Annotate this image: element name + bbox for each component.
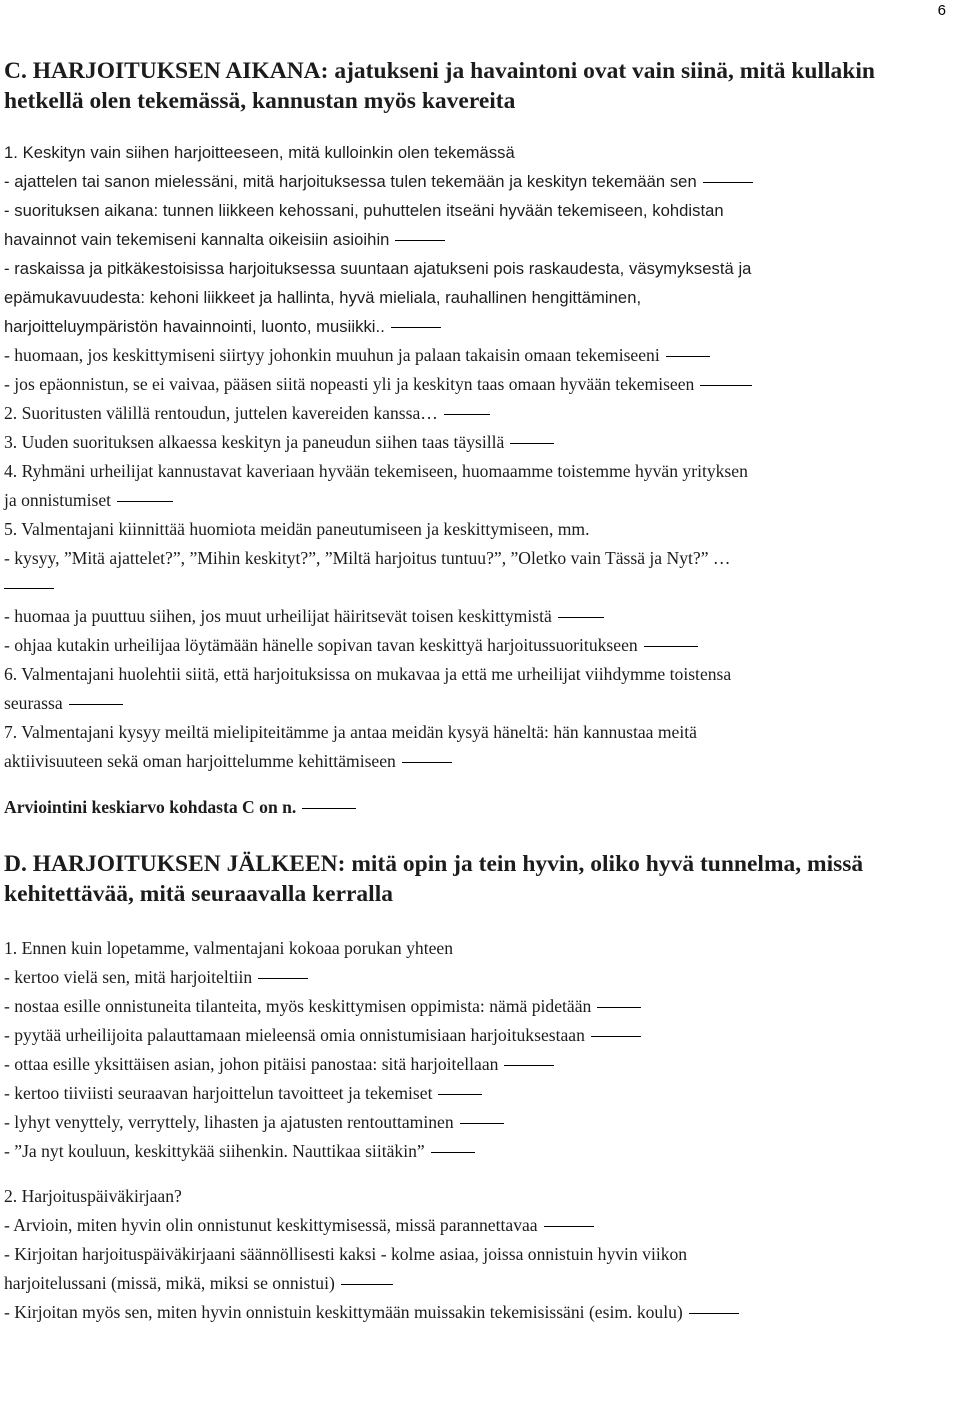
section-c-line [4, 515, 954, 544]
section-c-line [4, 631, 954, 660]
average-line [4, 793, 954, 822]
section-c-line [4, 457, 954, 486]
line-text: - Kirjoitan myös sen, miten hyvin onnistuin keskittymään muissakin tekemisissäni (esim. koulu) [4, 1302, 683, 1322]
section-c-line [4, 138, 954, 167]
section-d-2-line [4, 1269, 954, 1298]
section-d-1-line [4, 1050, 954, 1079]
section-c-line [4, 544, 954, 573]
section-d-2-line [4, 1298, 954, 1327]
section-c-line [4, 428, 954, 457]
section-d-1-line [4, 1079, 954, 1108]
answer-blank[interactable] [689, 1313, 739, 1314]
line-text: - huomaa ja puuttuu siihen, jos muut urheilijat häiritsevät toisen keskittymistä [4, 606, 552, 626]
section-d-1-line [4, 934, 954, 963]
answer-blank[interactable] [402, 762, 452, 763]
document-body [4, 56, 954, 1327]
line-text: - suorituksen aikana: tunnen liikkeen kehossani, puhuttelen itseäni hyvään tekemiseen, kohdistan [4, 201, 724, 220]
answer-blank[interactable] [460, 1123, 504, 1124]
line-text: harjoitteluympäristön havainnointi, luonto, musiikki.. [4, 317, 385, 336]
answer-blank[interactable] [69, 704, 123, 705]
answer-blank[interactable] [395, 240, 445, 241]
answer-blank[interactable] [544, 1226, 594, 1227]
section-c-line [4, 254, 954, 283]
section-d-list-2 [4, 1182, 954, 1327]
section-c-line [4, 341, 954, 370]
section-d-1-line [4, 1137, 954, 1166]
line-text: harjoitelussani (missä, mikä, miksi se onnistui) [4, 1273, 335, 1293]
section-c-title: C. HARJOITUKSEN AIKANA: ajatukseni ja havaintoni ovat vain siinä, mitä kullakin hetkellä olen tekemässä, kannustan myös kavereita [4, 58, 875, 114]
line-text: - ajattelen tai sanon mielessäni, mitä harjoituksessa tulen tekemään ja keskityn tekemään sen [4, 172, 697, 191]
line-text: 4. Ryhmäni urheilijat kannustavat kaveriaan hyvään tekemiseen, huomaamme toistemme hyvän yrityksen [4, 461, 748, 481]
answer-blank[interactable] [703, 182, 753, 183]
section-c-line [4, 225, 954, 254]
section-d-1-line [4, 1108, 954, 1137]
section-d-2-line [4, 1182, 954, 1211]
line-text: - ohjaa kutakin urheilijaa löytämään hänelle sopivan tavan keskittyä harjoitussuoritukseen [4, 635, 638, 655]
section-c-line [4, 283, 954, 312]
line-text: - kertoo tiiviisti seuraavan harjoittelun tavoitteet ja tekemiset [4, 1083, 433, 1103]
section-c-line [4, 370, 954, 399]
line-text: 2. Suoritusten välillä rentoudun, juttelen kavereiden kanssa… [4, 403, 438, 423]
line-text: 7. Valmentajani kysyy meiltä mielipiteitämme ja antaa meidän kysyä häneltä: hän kannustaa meitä [4, 722, 697, 742]
section-c-line [4, 747, 954, 776]
section-d-1-line [4, 963, 954, 992]
line-text: epämukavuudesta: kehoni liikkeet ja hallinta, hyvä mieliala, rauhallinen hengittäminen, [4, 288, 642, 307]
line-text: aktiivisuuteen sekä oman harjoittelumme kehittämiseen [4, 751, 396, 771]
section-d-1-line [4, 1021, 954, 1050]
line-text: havainnot vain tekemiseni kannalta oikeisiin asioihin [4, 230, 390, 249]
section-c-line [4, 312, 954, 341]
line-text: 5. Valmentajani kiinnittää huomiota meidän paneutumiseen ja keskittymiseen, mm. [4, 519, 590, 539]
section-d-1-line [4, 992, 954, 1021]
line-text: - ottaa esille yksittäisen asian, johon pitäisi panostaa: sitä harjoitellaan [4, 1054, 499, 1074]
answer-blank[interactable] [258, 978, 308, 979]
line-text: - Kirjoitan harjoituspäiväkirjaani säännöllisesti kaksi - kolme asiaa, joissa onnistuin hyvin viikon [4, 1244, 688, 1264]
line-text: - lyhyt venyttely, verryttely, lihasten ja ajatusten rentouttaminen [4, 1112, 454, 1132]
section-c-line [4, 486, 954, 515]
section-c-line [4, 689, 954, 718]
answer-blank[interactable] [510, 443, 554, 444]
answer-blank[interactable] [444, 414, 490, 415]
answer-blank[interactable] [431, 1152, 475, 1153]
line-text: ja onnistumiset [4, 490, 112, 510]
section-c-list [4, 138, 954, 776]
line-text: 2. Harjoituspäiväkirjaan? [4, 1186, 182, 1206]
line-text: - jos epäonnistun, se ei vaivaa, pääsen siitä nopeasti yli ja keskityn taas omaan hyvään tekemiseen [4, 374, 695, 394]
line-text: - ”Ja nyt kouluun, keskittykää siihenkin. Nauttikaa siitäkin” [4, 1141, 425, 1161]
section-d-2-line [4, 1211, 954, 1240]
answer-blank[interactable] [666, 356, 710, 357]
section-c-line [4, 573, 954, 602]
section-c-line [4, 399, 954, 428]
answer-blank[interactable] [391, 327, 441, 328]
page-number: 6 [937, 2, 946, 19]
answer-blank[interactable] [591, 1036, 641, 1037]
section-c-line [4, 167, 954, 196]
section-c-line [4, 602, 954, 631]
section-c-line [4, 196, 954, 225]
section-d-list-1 [4, 934, 954, 1166]
line-text: - nostaa esille onnistuneita tilanteita, myös keskittymisen oppimista: nämä pidetään [4, 996, 592, 1016]
answer-blank[interactable] [597, 1007, 641, 1008]
line-text: 1. Keskityn vain siihen harjoitteeseen, mitä kulloinkin olen tekemässä [4, 143, 515, 162]
section-d-2-line [4, 1240, 954, 1269]
line-text: - kertoo vielä sen, mitä harjoiteltiin [4, 967, 253, 987]
answer-blank[interactable] [117, 501, 173, 502]
line-text: - kysyy, ”Mitä ajattelet?”, ”Mihin keskityt?”, ”Miltä harjoitus tuntuu?”, ”Oletko vain Tässä ja Nyt?” … [4, 548, 731, 568]
average-label: Arviointini keskiarvo kohdasta C on n. [4, 797, 297, 817]
line-text: 3. Uuden suorituksen alkaessa keskityn ja paneudun siihen taas täysillä [4, 432, 505, 452]
section-c-line [4, 718, 954, 747]
line-text: - raskaissa ja pitkäkestoisissa harjoituksessa suuntaan ajatukseni pois raskaudesta, väsymyksestä ja [4, 259, 752, 278]
answer-blank[interactable] [644, 646, 698, 647]
answer-blank[interactable] [504, 1065, 554, 1066]
answer-blank[interactable] [341, 1284, 393, 1285]
average-blank[interactable] [302, 808, 356, 809]
answer-blank[interactable] [4, 588, 54, 589]
line-text: 6. Valmentajani huolehtii siitä, että harjoituksissa on mukavaa ja että me urheilijat viihdymme toistensa [4, 664, 732, 684]
line-text: 1. Ennen kuin lopetamme, valmentajani kokoaa porukan yhteen [4, 938, 453, 958]
line-text: - huomaan, jos keskittymiseni siirtyy johonkin muuhun ja palaan takaisin omaan tekemiseeni [4, 345, 660, 365]
answer-blank[interactable] [558, 617, 604, 618]
answer-blank[interactable] [700, 385, 752, 386]
answer-blank[interactable] [438, 1094, 482, 1095]
line-text: - pyytää urheilijoita palauttamaan mieleensä omia onnistumisiaan harjoituksestaan [4, 1025, 585, 1045]
section-d-title: D. HARJOITUKSEN JÄLKEEN: mitä opin ja tein hyvin, oliko hyvä tunnelma, missä kehitettävää, mitä seuraavalla kerralla [4, 851, 864, 907]
line-text: - Arvioin, miten hyvin olin onnistunut keskittymisessä, missä parannettavaa [4, 1215, 538, 1235]
section-c-line [4, 660, 954, 689]
line-text: seurassa [4, 693, 63, 713]
